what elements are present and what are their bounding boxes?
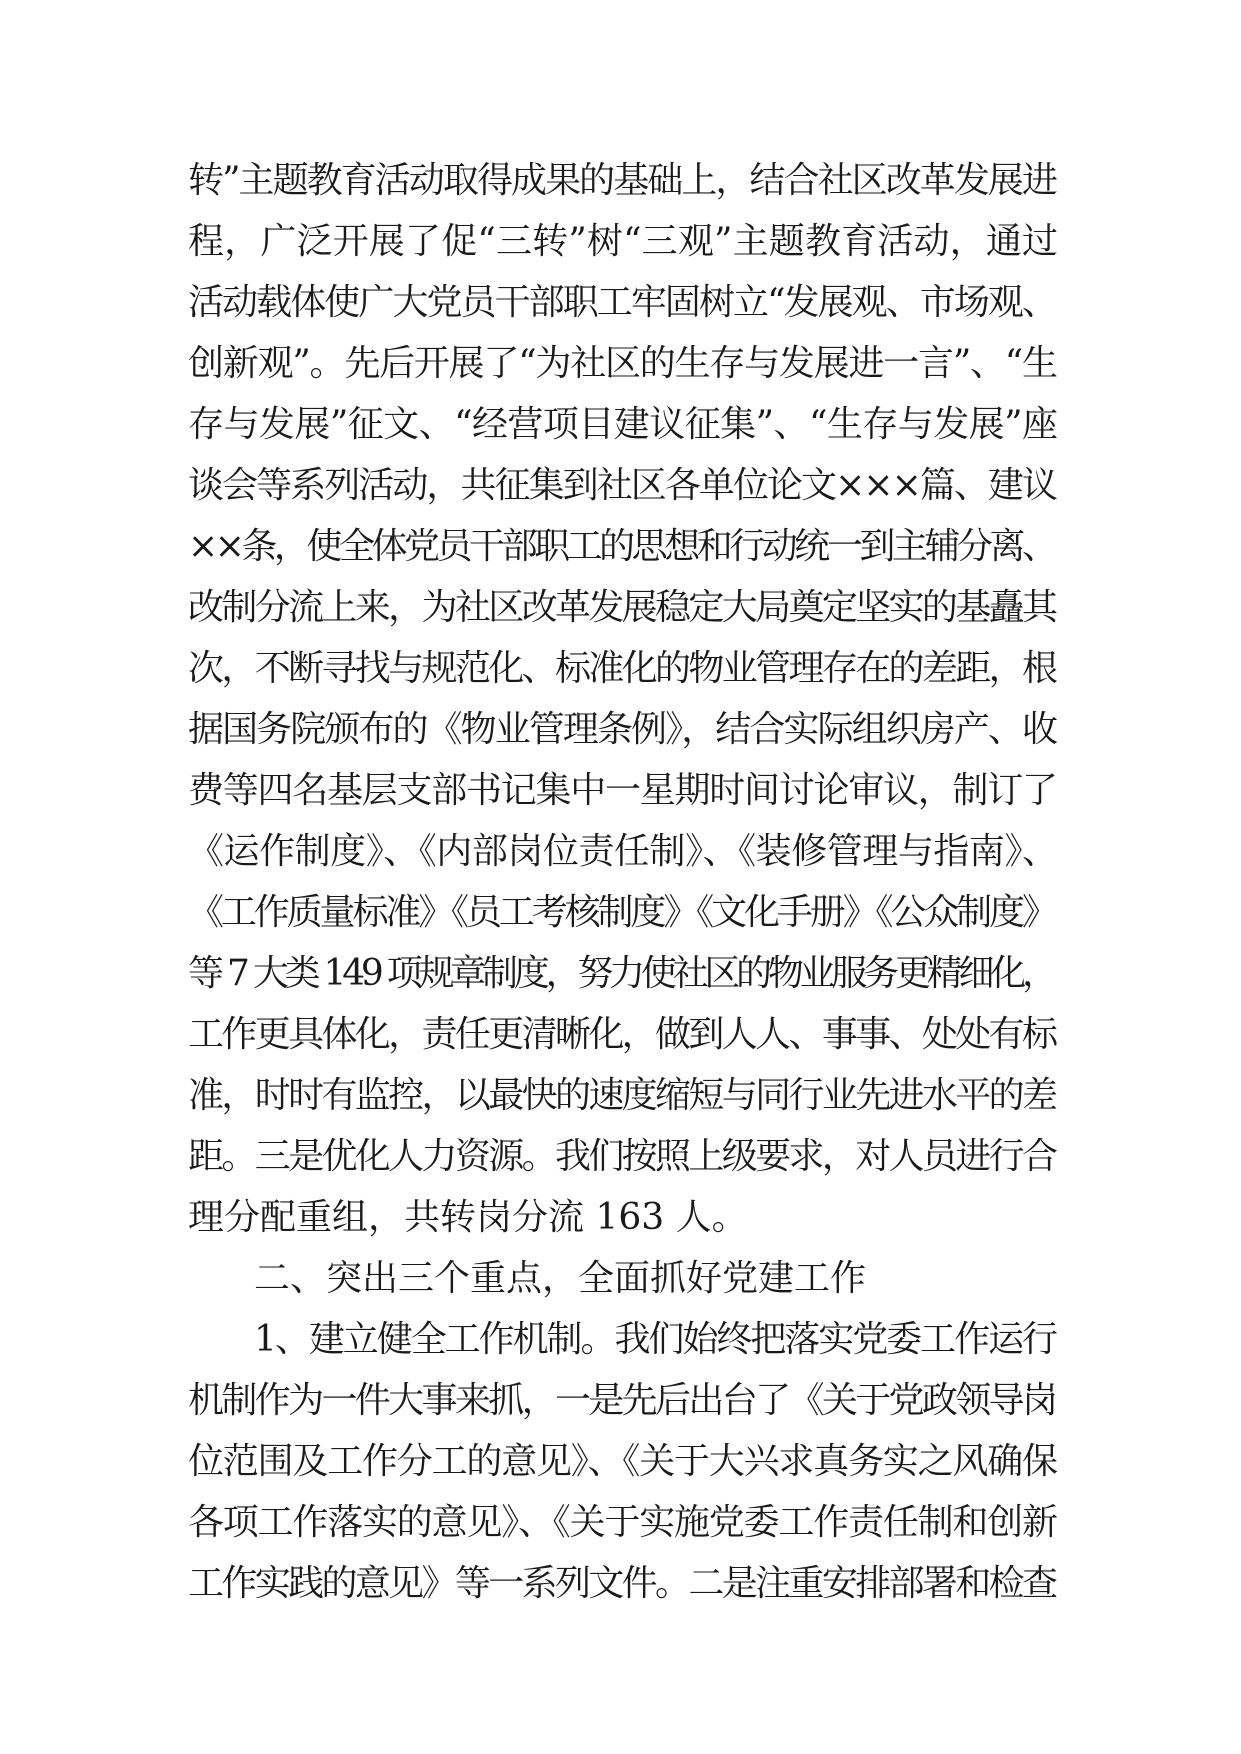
line-text: 工作更具体化，责任更清晰化，做到人人、事事、处处有标 [188,1014,1056,1055]
text-line [188,1126,1058,1187]
line-text: 活动载体使广大党员干部职工牢固树立“发展观、市场观、 [188,282,1057,323]
line-text: 距。三是优化人力资源。我们按照上级要求，对人员进行合 [188,1136,1056,1177]
line-text: 《工作质量标准》《员工考核制度》《文化手册》《公众制度》 [188,892,1055,933]
line-text: 谈会等系列活动，共征集到社区各单位论文×××篇、建议 [188,465,1057,506]
text-line [188,394,1058,455]
text-line [188,760,1058,821]
section-heading [188,1248,1058,1309]
line-text: 《运作制度》、《内部岗位责任制》、《装修管理与指南》、 [188,831,1058,872]
line-text: 等 7 大类 149 项规章制度，努力使社区的物业服务更精细化， [188,953,1054,994]
text-line [188,272,1058,333]
line-text: 转”主题教育活动取得成果的基础上，结合社区改革发展进 [188,160,1057,201]
text-line [188,821,1058,882]
text-line [188,333,1058,394]
line-text: 次，不断寻找与规范化、标准化的物业管理存在的差距，根 [188,648,1056,689]
text-line [188,882,1058,943]
text-line [188,943,1058,1004]
text-line [188,638,1058,699]
line-text: 工作实践的意见》等一系列文件。二是注重安排部署和检查 [188,1563,1056,1604]
text-line [188,1431,1058,1492]
text-line [188,1309,1058,1370]
text-line [188,455,1058,516]
line-text: 改制分流上来，为社区改革发展稳定大局奠定坚实的基矗其 [188,587,1056,628]
line-text: 创新观”。先后开展了“为社区的生存与发展进一言”、“生 [188,343,1057,384]
text-line [188,516,1058,577]
text-line [188,150,1058,211]
line-text: 理分配重组，共转岗分流 163 人。 [188,1197,748,1238]
text-line [188,211,1058,272]
text-line [188,699,1058,760]
line-text: 准，时时有监控，以最快的速度缩短与同行业先进水平的差 [188,1075,1056,1116]
text-line [188,577,1058,638]
heading-text: 二、突出三个重点，全面抓好党建工作 [254,1258,867,1299]
line-text: 据国务院颁布的《物业管理条例》，结合实际组织房产、收 [188,709,1057,750]
line-text: 存与发展”征文、“经营项目建议征集”、“生存与发展”座 [188,404,1058,445]
line-text: 位范围及工作分工的意见》、《关于大兴求真务实之风确保 [188,1441,1057,1482]
line-text: 1、建立健全工作机制。我们始终把落实党委工作运行 [254,1319,1056,1360]
document-body [188,150,1058,1614]
line-text: 各项工作落实的意见》、《关于实施党委工作责任制和创新 [188,1502,1057,1543]
text-line [188,1187,1058,1248]
line-text: 费等四名基层支部书记集中一星期时间讨论审议，制订了 [188,770,1057,811]
text-line [188,1004,1058,1065]
text-line [188,1065,1058,1126]
line-text: ××条，使全体党员干部职工的思想和行动统一到主辅分离、 [188,526,1055,567]
text-line [188,1492,1058,1553]
text-line [188,1553,1058,1614]
line-text: 程，广泛开展了促“三转”树“三观”主题教育活动，通过 [188,221,1059,262]
text-line [188,1370,1058,1431]
line-text: 机制作为一件大事来抓，一是先后出台了《关于党政领导岗 [188,1380,1056,1421]
